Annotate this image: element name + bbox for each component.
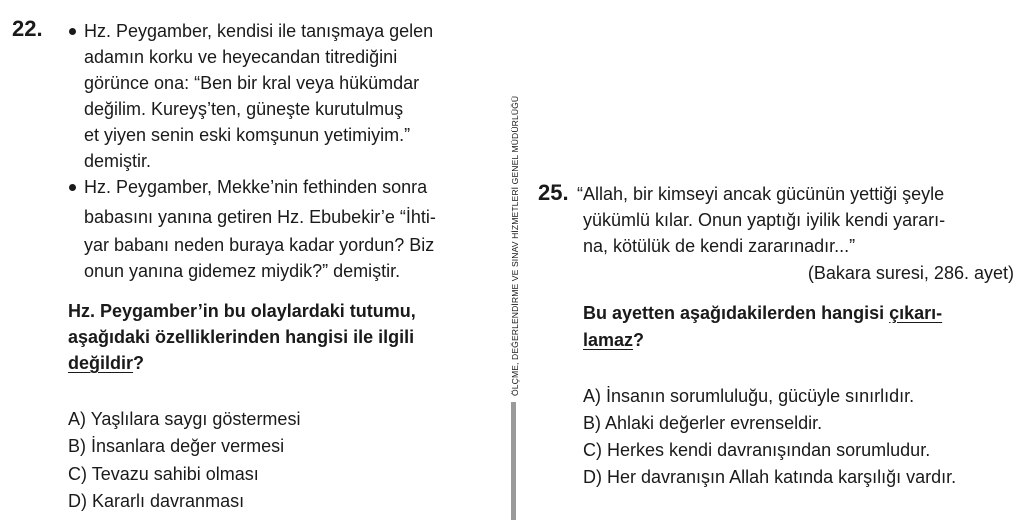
q22-option-b-text: İnsanlara değer vermesi bbox=[91, 436, 285, 456]
q25-option-c[interactable] bbox=[583, 437, 930, 463]
q25-option-c-text: Herkes kendi davranışından sorumludur. bbox=[607, 440, 931, 460]
question-22-number: 22. bbox=[12, 16, 43, 41]
q25-source: (Bakara suresi, 286. ayet) bbox=[807, 263, 1014, 283]
q25-question-text: Bu ayetten aşağıdakilerden hangisi bbox=[583, 303, 890, 323]
q22-question-mark: ? bbox=[133, 353, 145, 373]
q25-negation-part2: lamaz bbox=[583, 330, 634, 350]
publisher-vertical-text: ÖLÇME, DEĞERLENDİRME VE SINAV HİZMETLERİ GENEL MÜDÜRLÜĞÜ bbox=[510, 95, 520, 396]
q22-option-a-label: A) bbox=[68, 409, 86, 429]
q25-quote-line3: na, kötülük de kendi zararınadır...” bbox=[583, 236, 856, 256]
q22-bullet1-line2: adamın korku ve heyecandan titrediğini bbox=[84, 47, 398, 67]
q25-option-b[interactable] bbox=[583, 410, 822, 436]
q22-option-c-text: Tevazu sahibi olması bbox=[91, 464, 259, 484]
bullet-2-dot bbox=[69, 184, 76, 191]
q22-bullet1-line4: değilim. Kureyş’ten, güneşte kurutulmuş bbox=[84, 99, 404, 119]
q25-option-d[interactable] bbox=[583, 464, 956, 490]
q25-option-a[interactable] bbox=[583, 383, 914, 409]
q25-option-d-label: D) bbox=[583, 467, 602, 487]
q22-bullet2-line2: babasını yanına getiren Hz. Ebubekir’e “İhti- bbox=[84, 207, 436, 227]
vertical-sidebar bbox=[504, 0, 526, 400]
q22-question-line2: aşağıdaki özelliklerinden hangisi ile ilgili bbox=[68, 327, 415, 347]
q22-bullet1-line6: demiştir. bbox=[84, 151, 152, 171]
q25-negation-part1: çıkarı- bbox=[889, 303, 943, 323]
q25-question-line1 bbox=[583, 300, 942, 326]
q25-question-mark: ? bbox=[633, 330, 645, 350]
q25-quote-line1: “Allah, bir kimseyi ancak gücünün yettiği şeyle bbox=[577, 184, 945, 204]
q25-option-d-text: Her davranışın Allah katında karşılığı vardır. bbox=[607, 467, 957, 487]
q25-option-b-label: B) bbox=[583, 413, 601, 433]
q22-bullet2-line3: yar babanı neden buraya kadar yordun? Biz bbox=[84, 235, 435, 255]
q22-option-c-label: C) bbox=[68, 464, 87, 484]
q22-option-a-text: Yaşlılara saygı göstermesi bbox=[90, 409, 301, 429]
q25-quote-line2: yükümlü kılar. Onun yaptığı iyilik kendi yararı- bbox=[583, 210, 946, 230]
question-25-number: 25. bbox=[538, 180, 569, 205]
q25-option-a-text: İnsanın sorumluluğu, gücüyle sınırlıdır. bbox=[606, 386, 915, 406]
q25-option-a-label: A) bbox=[583, 386, 601, 406]
q22-option-b[interactable] bbox=[68, 433, 284, 459]
q22-option-d[interactable] bbox=[68, 488, 244, 514]
q22-bullet2-line1: Hz. Peygamber, Mekke’nin fethinden sonra bbox=[84, 177, 428, 197]
q22-bullet1-line5: et yiyen senin eski komşunun yetimiyim.” bbox=[84, 125, 411, 145]
q22-negation-word: değildir bbox=[68, 353, 134, 373]
q22-bullet1-line3: görünce ona: “Ben bir kral veya hükümdar bbox=[84, 73, 420, 93]
q22-option-b-label: B) bbox=[68, 436, 86, 456]
q22-option-d-label: D) bbox=[68, 491, 87, 511]
sidebar-gray-bar bbox=[511, 402, 516, 520]
q22-bullet1-line1: Hz. Peygamber, kendisi ile tanışmaya gelen bbox=[84, 21, 434, 41]
q22-bullet2-line4: onun yanına gidemez miydik?” demiştir. bbox=[84, 261, 401, 281]
q25-option-b-text: Ahlaki değerler evrenseldir. bbox=[605, 413, 823, 433]
q25-option-c-label: C) bbox=[583, 440, 602, 460]
q22-option-d-text: Kararlı davranması bbox=[92, 491, 245, 511]
q22-option-c[interactable] bbox=[68, 461, 259, 487]
bullet-1-dot bbox=[69, 28, 76, 35]
q22-question-line3 bbox=[68, 350, 144, 376]
q22-option-a[interactable] bbox=[68, 406, 300, 432]
q22-question-line1: Hz. Peygamber’in bu olaylardaki tutumu, bbox=[68, 301, 416, 321]
q25-question-line2 bbox=[583, 327, 644, 353]
